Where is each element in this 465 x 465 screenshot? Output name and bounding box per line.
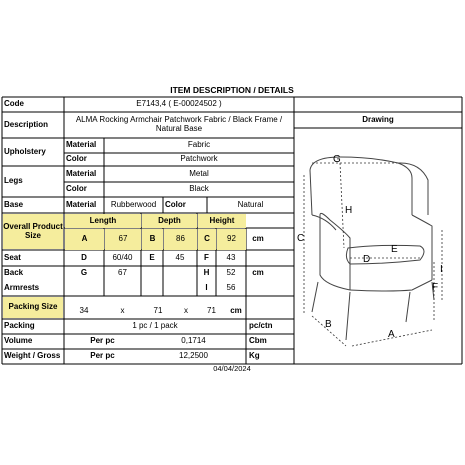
weight-label: Weight / Gross	[4, 351, 61, 361]
dim-f-letter: F	[204, 252, 209, 262]
armchair-drawing	[294, 128, 460, 358]
packing-size-label: Packing Size	[3, 297, 63, 318]
back-label: Back	[4, 268, 24, 278]
dim-d-letter: D	[81, 252, 87, 262]
drawing-letter-e: E	[391, 244, 398, 255]
dim-d-value: 60/40	[112, 252, 133, 262]
sheet-title: ITEM DESCRIPTION / DETAILS	[170, 85, 294, 95]
depth-header: Depth	[142, 214, 197, 228]
drawing-letter-h: H	[345, 205, 353, 216]
legs-material-label: Material	[66, 168, 97, 178]
overall-size-label: Overall Product Size	[3, 214, 63, 249]
packing-unit-label: pc/ctn	[249, 321, 273, 331]
volume-value: 0,1714	[181, 336, 206, 346]
seat-label: Seat	[4, 252, 21, 262]
dim-i-letter: I	[205, 283, 208, 293]
dim-f-value: 43	[226, 252, 236, 262]
packing-unit: cm	[230, 305, 242, 315]
weight-per: Per pc	[90, 351, 115, 361]
packing-label: Packing	[4, 321, 35, 331]
base-label: Base	[4, 199, 24, 209]
volume-per: Per pc	[90, 336, 115, 346]
legs-label: Legs	[4, 176, 23, 186]
dim-b-letter: B	[142, 229, 163, 250]
dim-g-value: 67	[118, 268, 127, 278]
packing-dim-3: 71	[207, 305, 216, 315]
dim-a-value: 67	[105, 229, 141, 250]
upholstery-color-label: Color	[66, 154, 87, 164]
base-material: Rubberwood	[110, 199, 157, 209]
dim-i-value: 56	[226, 283, 236, 293]
drawing-letter-a: A	[388, 329, 395, 340]
drawing-label: Drawing	[362, 114, 394, 124]
document-date: 04/04/2024	[213, 364, 251, 373]
packing-dim-1: 34	[79, 305, 89, 315]
upholstery-color: Patchwork	[180, 154, 218, 164]
drawing-letter-g: G	[333, 154, 341, 165]
description-label: Description	[4, 119, 49, 129]
dim-c-value: 92	[217, 229, 246, 250]
dim-e-value: 45	[175, 252, 185, 262]
armrests-label: Armrests	[4, 283, 40, 293]
weight-unit: Kg	[249, 351, 260, 361]
dim-a-letter: A	[65, 229, 104, 250]
dim-b-value: 86	[164, 229, 197, 250]
height-header: Height	[198, 214, 246, 228]
legs-color-label: Color	[66, 184, 87, 194]
back-unit: cm	[252, 268, 264, 278]
drawing-letter-f: F	[432, 282, 439, 293]
drawing-letter-i: I	[440, 264, 443, 275]
dim-h-value: 52	[226, 268, 236, 278]
dim-e-letter: E	[149, 252, 155, 262]
volume-unit: Cbm	[249, 336, 267, 346]
description-value: ALMA Rocking Armchair Patchwork Fabric / Black Frame / Natural Base	[75, 115, 283, 133]
upholstery-material-label: Material	[66, 140, 97, 150]
dim-c-letter: C	[198, 229, 216, 250]
code-value: E7143,4 ( E-00024502 )	[136, 99, 222, 109]
length-header: Length	[65, 214, 141, 228]
legs-material: Metal	[189, 168, 209, 178]
code-label: Code	[4, 99, 24, 109]
upholstery-label: Upholstery	[4, 146, 46, 156]
drawing-letter-b: B	[325, 319, 332, 330]
overall-unit: cm	[252, 234, 264, 244]
dim-g-letter: G	[80, 268, 88, 278]
volume-label: Volume	[4, 336, 33, 346]
packing-x-1: x	[120, 305, 125, 315]
dim-h-letter: H	[203, 268, 210, 278]
drawing-letter-c: C	[297, 233, 305, 244]
packing-value: 1 pc / 1 pack	[132, 321, 178, 331]
base-color: Natural	[237, 199, 264, 209]
weight-value: 12,2500	[179, 351, 208, 361]
legs-color: Black	[189, 184, 209, 194]
base-material-label: Material	[66, 199, 97, 209]
upholstery-material: Fabric	[187, 140, 211, 150]
drawing-letter-d: D	[363, 254, 371, 265]
packing-dim-2: 71	[153, 305, 163, 315]
base-color-label: Color	[165, 199, 186, 209]
packing-x-2: x	[184, 305, 188, 315]
